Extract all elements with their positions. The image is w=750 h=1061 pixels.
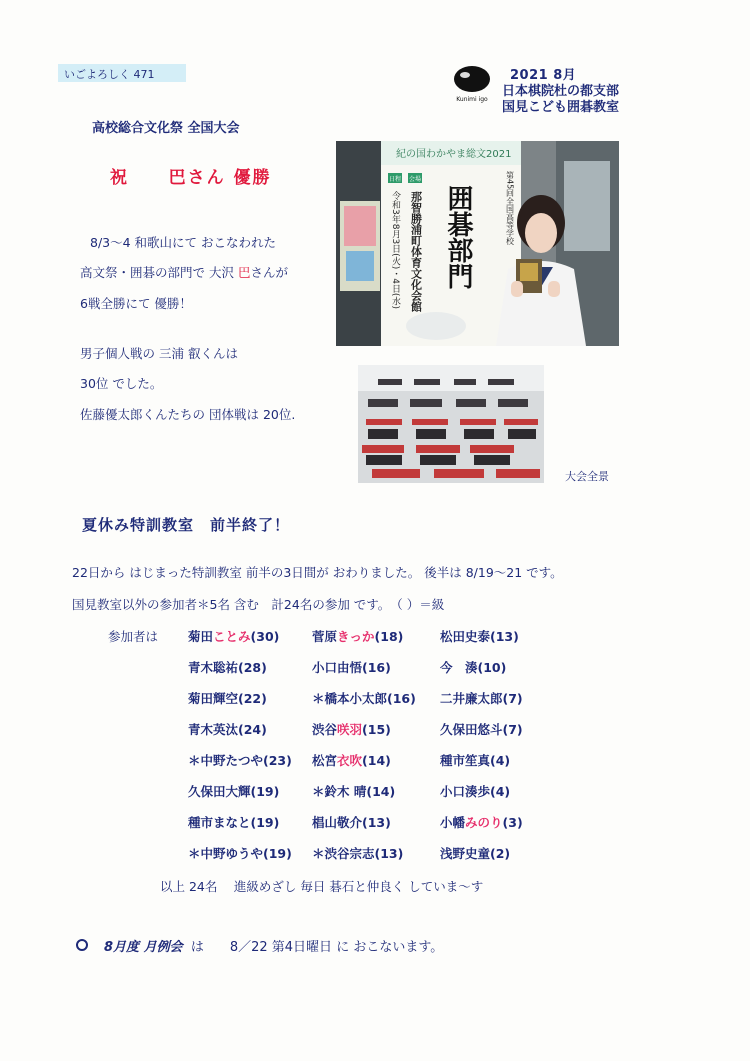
sign-side-text: 第45回全国高等学校	[505, 171, 515, 246]
participant: ＊中野ゆうや(19)	[188, 846, 292, 861]
header-date: 2021 8月	[510, 68, 577, 83]
sign-big-text: 囲碁部門	[443, 185, 473, 289]
participant: 小幡みのり(3)	[440, 815, 523, 830]
sign-vertical-venue: 那智勝浦町体育文化会館	[409, 191, 423, 312]
participant: 青木英汰(24)	[188, 722, 267, 737]
article-line-2-highlight: 巴	[237, 265, 251, 280]
participant: ＊中野たつや(23)	[188, 753, 292, 768]
training-title: 夏休み特訓教室 前半終了！	[82, 516, 291, 534]
bullet-circle-icon	[76, 939, 88, 951]
participant: 菅原きっか(18)	[312, 629, 404, 644]
event-title: 高校総合文化祭 全国大会	[92, 121, 240, 136]
article-line-6: 佐藤優太郎くんたちの 団体戦は 20位.	[80, 407, 296, 422]
participant: 小口由悟(16)	[312, 660, 391, 675]
participant: 種市笙真(4)	[440, 753, 511, 768]
issue-tag: いごよろしく 471	[58, 64, 186, 82]
participant: 久保田悠斗(7)	[440, 722, 523, 737]
article-line-2	[80, 264, 288, 282]
article-line-1: 8/3～4 和歌山にて おこなわれた	[90, 235, 277, 250]
header-org-line1: 日本棋院杜の都支部	[502, 84, 620, 99]
participant: 浅野史童(2)	[440, 846, 511, 861]
participant: 椙山敬介(13)	[312, 815, 391, 830]
club-logo	[446, 66, 498, 112]
tournament-photo	[358, 365, 544, 483]
monthly-meeting-line	[104, 936, 443, 955]
article-line-2-prefix: 高文祭・囲碁の部門で 大沢	[80, 265, 238, 280]
participant: 渋谷咲羽(15)	[312, 722, 391, 737]
article-line-3: 6戦全勝にて 優勝！	[80, 296, 192, 311]
go-stone-icon	[454, 66, 490, 92]
monthly-meeting-label: 8月度 月例会	[104, 940, 183, 955]
participant: ＊橋本小太郎(16)	[312, 691, 416, 706]
participant: 久保田大輝(19)	[188, 784, 280, 799]
sign-vertical-date: 令和3年8月3日(火)・4日(水)	[390, 191, 400, 309]
training-intro-1: 22日から はじまった特訓教室 前半の3日間が おわりました。 後半は 8/19～21 です。	[72, 565, 563, 580]
logo-text: Kunimi igo	[456, 96, 488, 103]
participant: 小口湊歩(4)	[440, 784, 511, 799]
participant: 松田史泰(13)	[440, 629, 519, 644]
article-line-5: 30位 でした。	[80, 376, 163, 391]
training-intro-2: 国見教室以外の参加者＊5名 含む 計24名の参加 です。 （ ）＝級	[72, 597, 445, 612]
participant: ＊渋谷宗志(13)	[312, 846, 404, 861]
winner-photo	[336, 141, 619, 346]
participant: 今 湊(10)	[440, 660, 507, 675]
sign-tag-date: 日程	[389, 176, 402, 183]
participant: 種市まなと(19)	[188, 815, 280, 830]
congrats-prefix: 祝	[110, 168, 129, 188]
participant: 菊田輝空(22)	[188, 691, 267, 706]
participants-label: 参加者は	[108, 629, 159, 644]
article-line-4: 男子個人戦の 三浦 叡くんは	[80, 346, 238, 361]
participant: 松宮衣吹(14)	[312, 753, 391, 768]
participant: 青木聡祐(28)	[188, 660, 267, 675]
header-org-line2: 国見こども囲碁教室	[502, 100, 620, 115]
sign-banner-text: 紀の国わかやま総文2021	[396, 149, 512, 160]
monthly-meeting-text: は 8／22 第4日曜日 に おこないます。	[190, 940, 444, 955]
participant: 菊田ことみ(30)	[188, 629, 280, 644]
congrats-name: 巴さん 優勝	[168, 168, 272, 188]
participant: 二井廉太郎(7)	[440, 691, 523, 706]
congrats-heading	[110, 163, 272, 188]
closing-line: 以上 24名 進級めざし 毎日 碁石と仲良く していま～す	[160, 879, 484, 894]
article-line-2-suffix: さんが	[250, 265, 288, 280]
sign-tag-venue: 会場	[409, 176, 422, 183]
participant: ＊鈴木 晴(14)	[312, 784, 396, 799]
photo-caption: 大会全景	[565, 470, 609, 483]
